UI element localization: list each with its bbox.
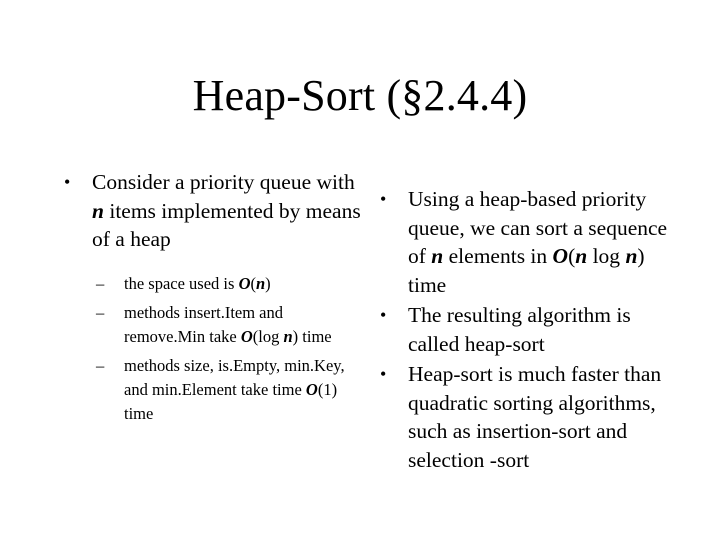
right-column [378, 185, 678, 476]
paren: ) [292, 326, 299, 346]
big-o: O [240, 326, 253, 346]
sub-item-text: time [298, 326, 332, 346]
left-bullet-text-post: items implemented by means of a heap [92, 198, 361, 251]
sub-item-text: the space used is [124, 273, 239, 293]
bullet-icon: • [64, 172, 71, 192]
dash-icon: – [96, 302, 105, 322]
sub-item-text: methods size, is.Empty, min.Key, and min.Element take time [124, 355, 345, 399]
paren: ) [265, 273, 271, 293]
big-o: O [552, 244, 569, 268]
right-bullet-faster [378, 360, 678, 474]
left-bullet-var-n: n [92, 198, 104, 223]
bullet-text: ) time [408, 244, 645, 297]
sub-item-text: methods insert.Item and remove.Min take [124, 302, 284, 346]
paren: ( [568, 244, 576, 268]
var-n: n [255, 273, 266, 293]
sub-item-size-methods [62, 354, 362, 426]
bullet-text: log [587, 244, 626, 268]
left-sub-list [62, 272, 362, 426]
right-bullet-heap-based [378, 185, 678, 299]
sub-item-text: (1) time [124, 379, 338, 423]
sub-item-space [62, 272, 362, 296]
bullet-text: The resulting algorithm is called heap-sort [408, 303, 631, 356]
var-n: n [575, 244, 588, 268]
slide-title: Heap-Sort (§2.4.4) [192, 71, 528, 120]
bullet-icon: • [380, 364, 387, 384]
paren: ( [250, 273, 256, 293]
var-n: n [625, 244, 638, 268]
dash-icon: – [96, 355, 105, 375]
big-o: O [238, 273, 251, 293]
bullet-text: Heap-sort is much faster than quadratic sorting algorithms, such as insertion-sort and selection -sort [408, 362, 662, 472]
bullet-icon: • [380, 305, 387, 325]
sub-item-text: (log [252, 326, 284, 346]
left-bullet [62, 168, 362, 254]
bullet-text: Using a heap-based priority queue, we can sort a sequence of [408, 187, 668, 268]
right-bullet-algorithm-name [378, 301, 678, 358]
bullet-text: elements in [443, 244, 553, 268]
big-o: O [305, 379, 318, 399]
sub-item-insert-remove [62, 301, 362, 349]
left-bullet-text-pre: Consider a priority queue with [92, 170, 355, 194]
var-n: n [431, 244, 444, 268]
var-n: n [283, 326, 293, 346]
dash-icon: – [96, 273, 105, 293]
bullet-icon: • [380, 189, 387, 209]
left-column [62, 168, 362, 431]
